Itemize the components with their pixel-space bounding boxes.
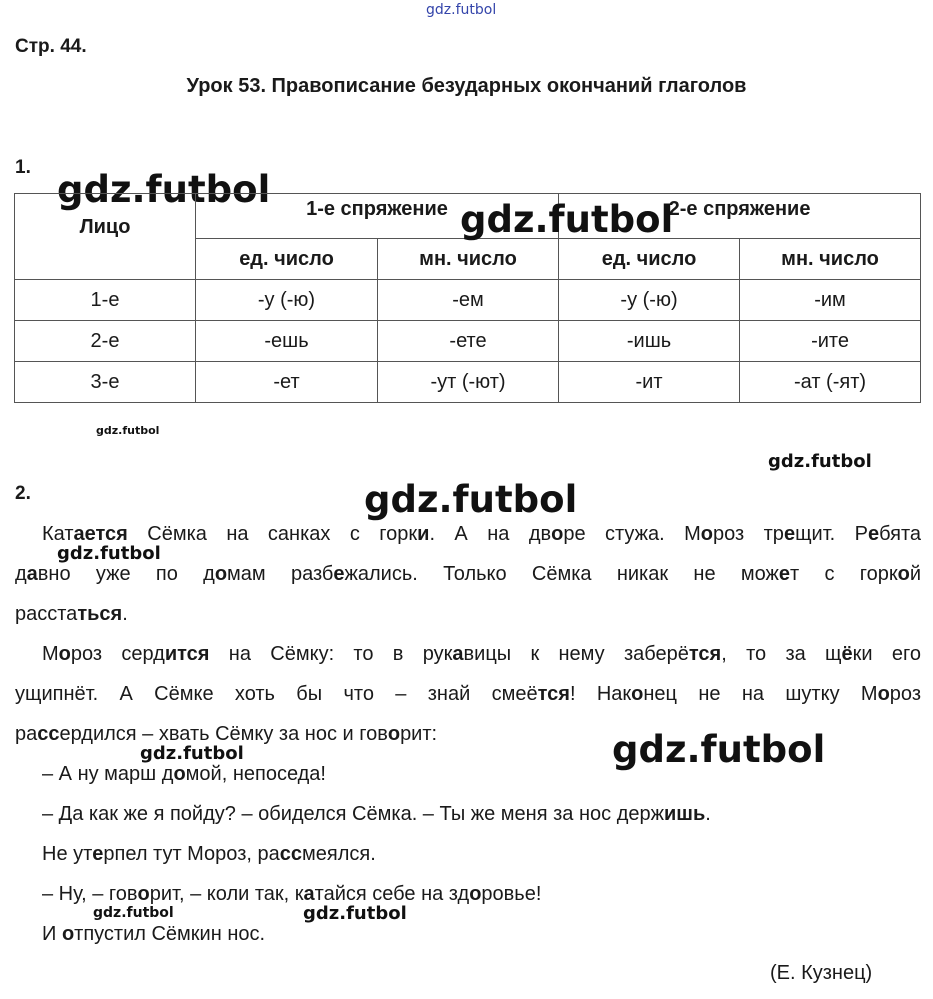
text-segment: ! Нак [569, 683, 632, 705]
watermark: gdz.futbol [460, 198, 674, 241]
task-1-number: 1. [15, 157, 31, 178]
author-attribution: (Е. Кузнец) [770, 962, 873, 984]
header-conjugation-1: 1-е спряжение [196, 194, 559, 239]
highlighted-ending: о [469, 883, 482, 905]
text-segment: Не ут [42, 843, 93, 865]
highlighted-ending: о [700, 523, 714, 545]
table-cell: -ет [196, 362, 378, 403]
text-segment: вицы к нему заберё [463, 643, 689, 665]
table-cell: -у (-ю) [196, 280, 378, 321]
highlighted-ending: а [452, 643, 464, 665]
table-cell: -им [740, 280, 921, 321]
highlighted-ending: ится [164, 643, 210, 665]
table-cell: -ите [740, 321, 921, 362]
text-segment: й [909, 563, 922, 585]
highlighted-ending: о [173, 763, 186, 785]
watermark: gdz.futbol [768, 451, 872, 472]
watermark: gdz.futbol [93, 905, 174, 921]
header-conjugation-2: 2-е спряжение [559, 194, 921, 239]
highlighted-ending: ться [77, 603, 123, 625]
text-segment: ки его [852, 643, 921, 665]
watermark-top: gdz.futbol [426, 2, 497, 18]
text-segment: – Да как же я пойду? – обиделся Сёмка. – Ты же меня за нос держ [42, 803, 664, 825]
highlighted-ending: а [303, 883, 315, 905]
lesson-title: Урок 53. Правописание безударных окончаний глаголов [186, 75, 747, 97]
subheader-singular: ед. число [559, 239, 740, 280]
highlighted-ending: ается [73, 523, 128, 545]
table-row [15, 321, 921, 362]
text-segment: нец не на шутку М [643, 683, 878, 705]
text-segment: ра [15, 723, 38, 745]
task-2-number: 2. [15, 483, 31, 504]
text-segment: роз тр [713, 523, 784, 545]
text-segment: , то за щ [721, 643, 842, 665]
highlighted-ending: а [26, 563, 38, 585]
text-segment: М [42, 643, 59, 665]
highlighted-ending: сс [37, 723, 60, 745]
table-cell: -ит [559, 362, 740, 403]
watermark: gdz.futbol [57, 543, 161, 564]
highlighted-ending: о [897, 563, 910, 585]
watermark: gdz.futbol [140, 743, 244, 764]
text-segment: роз серд [70, 643, 165, 665]
text-segment: рит: [400, 723, 438, 745]
watermark: gdz.futbol [364, 478, 578, 521]
highlighted-ending: о [58, 643, 71, 665]
header-face: Лицо [15, 194, 196, 280]
watermark: gdz.futbol [612, 728, 826, 771]
text-segment: мой, непоседа! [185, 763, 326, 785]
text-segment: тпустил Сёмкин нос. [74, 923, 266, 945]
subheader-plural: мн. число [378, 239, 559, 280]
highlighted-ending: тся [537, 683, 570, 705]
text-segment: расста [15, 603, 78, 625]
table-cell: 1-е [15, 280, 196, 321]
table-cell: 2-е [15, 321, 196, 362]
text-segment: рпел тут Мороз, ра [103, 843, 280, 865]
highlighted-ending: ишь [663, 803, 706, 825]
text-segment: И [42, 923, 62, 945]
text-segment: жались. Только Сёмка никак не мож [344, 563, 779, 585]
highlighted-ending: е [867, 523, 880, 545]
highlighted-ending: тся [688, 643, 722, 665]
text-segment: т с горк [790, 563, 898, 585]
table-cell: -у (-ю) [559, 280, 740, 321]
page-reference: Стр. 44. [15, 36, 87, 57]
text-segment: ердился – хвать Сёмку за нос и гов [59, 723, 388, 745]
text-segment: мам разб [227, 563, 334, 585]
text-segment: д [15, 563, 27, 585]
text-segment: на Сёмку: то в рук [209, 643, 453, 665]
highlighted-ending: е [778, 563, 791, 585]
watermark: gdz.futbol [57, 168, 271, 211]
highlighted-ending: о [877, 683, 890, 705]
table-cell: -ете [378, 321, 559, 362]
text-segment: . [122, 603, 128, 625]
text-segment: меялся. [301, 843, 376, 865]
text-segment: Сёмка на санках с горк [127, 523, 418, 545]
highlighted-ending: о [137, 883, 150, 905]
highlighted-ending: и [417, 523, 430, 545]
watermark: gdz.futbol [303, 903, 407, 924]
highlighted-ending: е [92, 843, 104, 865]
text-segment: ре стужа. М [563, 523, 701, 545]
text-segment: – А ну марш д [42, 763, 174, 785]
text-line [15, 674, 921, 714]
subheader-singular: ед. число [196, 239, 378, 280]
text-segment: тайся себе на зд [314, 883, 470, 905]
text-segment: ровье! [481, 883, 542, 905]
subheader-plural: мн. число [740, 239, 921, 280]
table-cell: -ат (-ят) [740, 362, 921, 403]
text-line [15, 634, 921, 674]
table-cell: -ут (-ют) [378, 362, 559, 403]
text-segment: – Ну, – гов [42, 883, 138, 905]
highlighted-ending: е [333, 563, 345, 585]
text-segment: щит. Р [795, 523, 868, 545]
highlighted-ending: о [61, 923, 75, 945]
highlighted-ending: о [387, 723, 401, 745]
table-cell: 3-е [15, 362, 196, 403]
table-row [15, 362, 921, 403]
text-line [15, 834, 921, 874]
text-segment: . А на дв [429, 523, 552, 545]
table-cell: -ем [378, 280, 559, 321]
text-segment: рит, – коли так, к [149, 883, 304, 905]
highlighted-ending: ё [841, 643, 853, 665]
table-cell: -ишь [559, 321, 740, 362]
highlighted-ending: о [214, 563, 228, 585]
table-cell: -ешь [196, 321, 378, 362]
highlighted-ending: сс [279, 843, 302, 865]
watermark: gdz.futbol [96, 424, 160, 437]
text-line [15, 594, 921, 634]
highlighted-ending: о [631, 683, 644, 705]
table-row [15, 280, 921, 321]
highlighted-ending: о [551, 523, 564, 545]
text-segment: ущипнёт. А Сёмке хоть бы что – знай смеё [15, 683, 538, 705]
text-segment: бята [879, 523, 921, 545]
text-segment: . [705, 803, 711, 825]
text-segment: вно уже по д [37, 563, 215, 585]
highlighted-ending: е [783, 523, 796, 545]
text-line [15, 794, 921, 834]
text-segment: роз [889, 683, 921, 705]
text-segment: Кат [42, 523, 74, 545]
